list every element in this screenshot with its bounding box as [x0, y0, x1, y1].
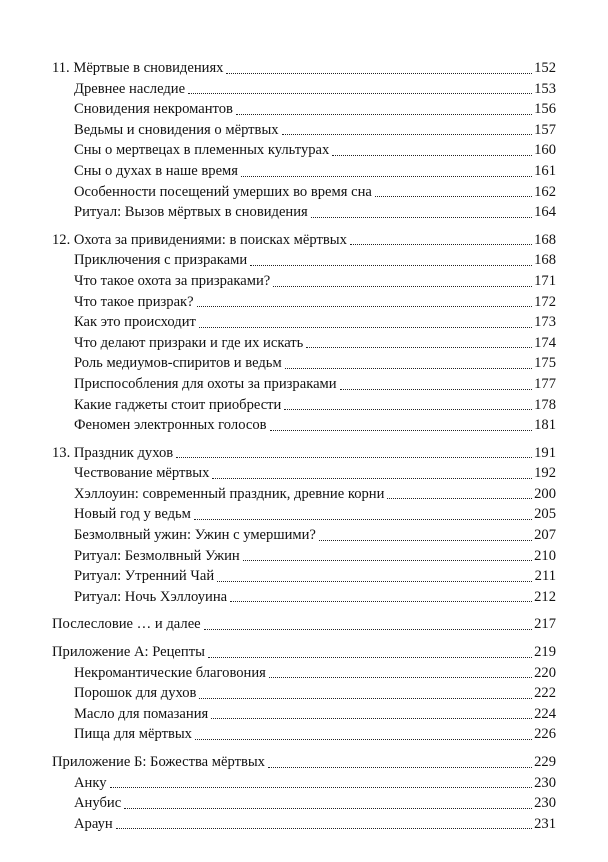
toc-page-number: 153 [534, 80, 556, 97]
dot-leader [208, 656, 532, 658]
toc-page-number: 181 [534, 417, 556, 434]
dot-leader [212, 477, 532, 479]
toc-entry-title: Ведьмы и сновидения о мёртвых [74, 121, 279, 138]
toc-entry-title: Сны о мертвецах в племенных культурах [74, 142, 330, 159]
toc-entry-title: Анубис [74, 795, 122, 812]
dot-leader [340, 388, 532, 390]
toc-entry-title: Сны о духах в наше время [74, 162, 238, 179]
dot-leader [116, 827, 532, 829]
toc-entry-title: Особенности посещений умерших во время сна [74, 183, 372, 200]
toc-page-number: 229 [534, 754, 556, 770]
toc-chapter-entry[interactable] [52, 443, 556, 464]
toc-page-number: 226 [534, 726, 556, 743]
toc-section-entry[interactable] [52, 415, 556, 436]
toc-page-number: 156 [534, 101, 556, 118]
toc-section-entry[interactable] [52, 353, 556, 374]
toc-section-entry[interactable] [52, 374, 556, 395]
toc-entry-title: Что делают призраки и где их искать [74, 334, 304, 351]
toc-entry-title: Хэллоуин: современный праздник, древние корни [74, 485, 385, 502]
dot-leader [250, 264, 532, 266]
toc-section-entry[interactable] [52, 773, 556, 794]
toc-chapter-entry[interactable] [52, 58, 556, 79]
toc-entry-title: Послесловие … и далее [52, 616, 201, 633]
dot-leader [273, 285, 532, 287]
toc-page-number: 162 [534, 183, 556, 200]
dot-leader [204, 628, 532, 630]
toc-page-number: 212 [534, 588, 556, 605]
dot-leader [195, 738, 532, 740]
toc-entry-title: Что такое охота за призраками? [74, 272, 271, 289]
toc-section-entry[interactable] [52, 202, 556, 223]
toc-entry-title: Безмолвный ужин: Ужин с умершими? [74, 527, 316, 544]
dot-leader [188, 92, 532, 94]
toc-entry-title: Ритуал: Вызов мёртвых в сновидения [74, 204, 308, 221]
dot-leader [332, 154, 532, 156]
toc-entry-title: Порошок для духов [74, 685, 197, 702]
dot-leader [375, 195, 532, 197]
toc-entry-title: Феномен электронных голосов [74, 417, 267, 434]
toc-section-entry[interactable] [52, 395, 556, 416]
toc-page-number: 230 [534, 795, 556, 812]
toc-page-number: 219 [534, 644, 556, 661]
toc-page-number: 207 [534, 527, 556, 544]
toc-page-number: 161 [534, 162, 556, 179]
toc-chapter-entry[interactable] [52, 642, 556, 663]
toc-entry-title: Сновидения некромантов [74, 101, 233, 118]
toc-page-number: 164 [534, 204, 556, 221]
toc-page-number: 172 [534, 293, 556, 310]
dot-leader [387, 497, 532, 499]
toc-entry-title: Как это происходит [74, 314, 196, 331]
toc-entry-title: Приспособления для охоты за призраками [74, 375, 337, 392]
dot-leader [199, 697, 532, 699]
dot-leader [230, 600, 532, 602]
toc-section-entry[interactable] [52, 312, 556, 333]
toc-page-number: 217 [534, 616, 556, 633]
toc-section-entry[interactable] [52, 333, 556, 354]
toc-entry-title: Новый год у ведьм [74, 506, 191, 523]
toc-section-entry[interactable] [52, 79, 556, 100]
toc-section-entry[interactable] [52, 140, 556, 161]
toc-chapter-entry[interactable] [52, 614, 556, 635]
toc-page-number: 200 [534, 485, 556, 502]
dot-leader [311, 216, 532, 218]
toc-entry-title: Ритуал: Ночь Хэллоуина [74, 588, 228, 605]
toc-entry-title: Анку [74, 774, 107, 791]
toc-entry-title: Древнее наследие [74, 80, 186, 97]
toc-entry-title: Масло для помазания [74, 705, 209, 722]
toc-section-entry[interactable] [52, 271, 556, 292]
toc-section-entry[interactable] [52, 525, 556, 546]
toc-page-number: 211 [534, 568, 556, 585]
dot-leader [176, 456, 532, 458]
toc-entry-title: Араун [74, 815, 113, 832]
dot-leader [282, 133, 532, 135]
toc-chapter-entry[interactable] [52, 230, 556, 251]
toc-entry-title: Приложение Б: Божества мёртвых [52, 754, 265, 770]
dot-leader [241, 175, 532, 177]
toc-entry-title: Чествование мёртвых [74, 465, 210, 482]
toc-entry-title: Ритуал: Утренний Чай [74, 568, 215, 585]
toc-page-number: 173 [534, 314, 556, 331]
toc-section-entry[interactable] [52, 99, 556, 120]
toc-page-number: 205 [534, 506, 556, 523]
toc-page-number: 192 [534, 465, 556, 482]
dot-leader [194, 518, 532, 520]
toc-page-number: 177 [534, 375, 556, 392]
dot-leader [217, 580, 532, 582]
dot-leader [226, 72, 532, 74]
toc-section-entry[interactable] [52, 120, 556, 141]
toc-entry-title: Что такое призрак? [74, 293, 194, 310]
toc-page-number: 231 [534, 815, 556, 832]
toc-page-number: 168 [534, 252, 556, 269]
toc-entry-title: Какие гаджеты стоит приобрести [74, 396, 282, 413]
dot-leader [268, 766, 532, 768]
toc-section-entry[interactable] [52, 663, 556, 684]
toc-section-entry[interactable] [52, 161, 556, 182]
dot-leader [110, 786, 532, 788]
dot-leader [197, 305, 532, 307]
toc-section-entry[interactable] [52, 292, 556, 313]
toc-section-entry[interactable] [52, 683, 556, 704]
dot-leader [319, 539, 532, 541]
toc-entry-title: Приключения с призраками [74, 252, 248, 269]
toc-page-number: 175 [534, 355, 556, 372]
toc-section-entry[interactable] [52, 463, 556, 484]
dot-leader [124, 807, 532, 809]
dot-leader [199, 326, 532, 328]
dot-leader [236, 113, 532, 115]
toc-section-entry[interactable] [52, 793, 556, 814]
toc-section-entry[interactable] [52, 182, 556, 203]
toc-page-number: 178 [534, 396, 556, 413]
toc-page-number: 168 [534, 231, 556, 248]
toc-section-entry[interactable] [52, 504, 556, 525]
dot-leader [306, 346, 532, 348]
toc-page-number: 171 [534, 272, 556, 289]
toc-page-number: 157 [534, 121, 556, 138]
toc-entry-title: Некромантические благовония [74, 664, 266, 681]
toc-page-number: 220 [534, 664, 556, 681]
table-of-contents [52, 58, 556, 834]
toc-page-number: 191 [534, 444, 556, 461]
toc-section-entry[interactable] [52, 546, 556, 567]
toc-page-number: 174 [534, 334, 556, 351]
toc-section-entry[interactable] [52, 704, 556, 725]
dot-leader [284, 408, 532, 410]
dot-leader [243, 559, 532, 561]
toc-page-number: 152 [534, 60, 556, 76]
toc-entry-title: Пища для мёртвых [74, 726, 192, 743]
toc-page-number: 230 [534, 774, 556, 791]
dot-leader [350, 243, 532, 245]
toc-entry-title: 13. Праздник духов [52, 444, 174, 461]
toc-entry-title: Приложение А: Рецепты [52, 644, 205, 661]
toc-section-entry[interactable] [52, 814, 556, 835]
dot-leader [285, 367, 532, 369]
dot-leader [270, 429, 532, 431]
toc-page-number: 210 [534, 547, 556, 564]
toc-entry-title: Ритуал: Безмолвный Ужин [74, 547, 240, 564]
toc-section-entry[interactable] [52, 724, 556, 745]
toc-page-number: 224 [534, 705, 556, 722]
toc-entry-title: 12. Охота за привидениями: в поисках мёртвых [52, 231, 347, 248]
toc-section-entry[interactable] [52, 484, 556, 505]
dot-leader [269, 676, 532, 678]
dot-leader [211, 717, 532, 719]
toc-chapter-entry[interactable] [52, 752, 556, 773]
toc-entry-title: 11. Мёртвые в сновидениях [52, 60, 224, 76]
toc-page-number: 222 [534, 685, 556, 702]
toc-section-entry[interactable] [52, 587, 556, 608]
toc-page-number: 160 [534, 142, 556, 159]
toc-section-entry[interactable] [52, 250, 556, 271]
toc-entry-title: Роль медиумов-спиритов и ведьм [74, 355, 282, 372]
toc-section-entry[interactable] [52, 566, 556, 587]
